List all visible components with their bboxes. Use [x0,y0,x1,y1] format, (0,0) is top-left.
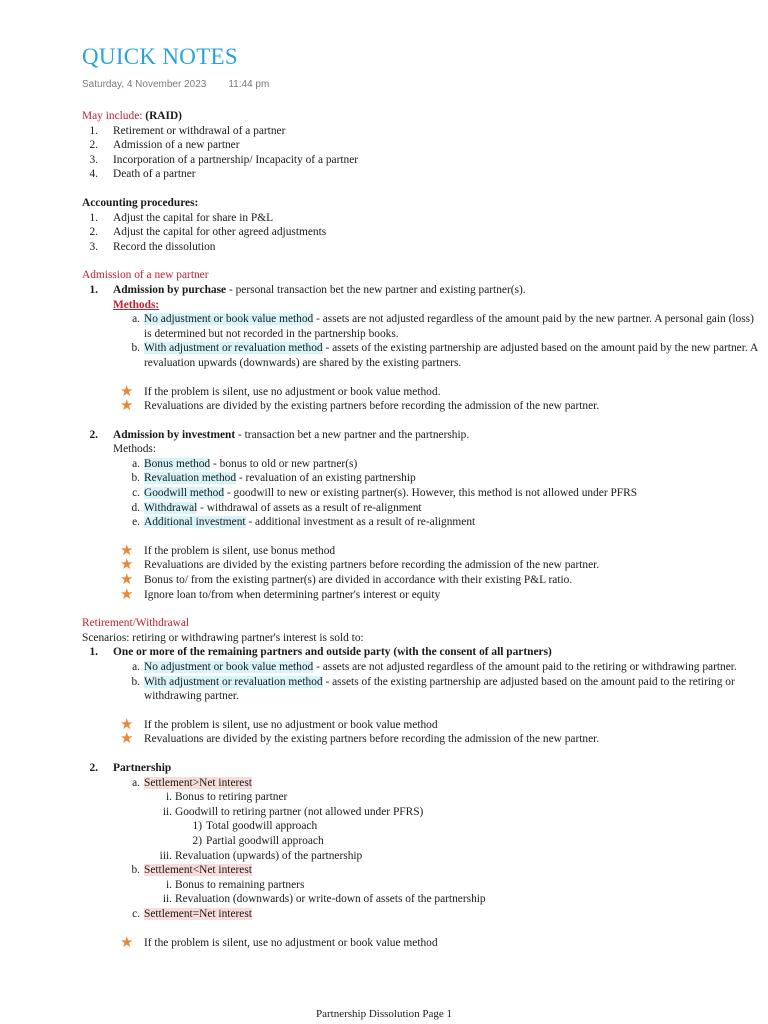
note-item: ★ If the problem is silent, use bonus method [120,540,336,559]
note-item: ★ Revaluations are divided by the existing partners before recording the admission of the new partner. [120,729,600,748]
star-icon: ★ [120,396,134,415]
admission-heading: Admission of a new partner [82,269,209,282]
method-item: a. No adjustment or book value method - assets are not adjusted regardless of the amount paid to the retiring or withdrawing partner. [132,661,737,673]
method-item: c. Goodwill method - goodwill to new or existing partner(s). However, this method is not allowed under PFRS [132,487,638,500]
note-timestamp [82,79,269,90]
method-item: e. Additional investment - additional investment as a result of re-alignment [132,516,476,529]
list-item: 4. Death of a partner [89,168,196,181]
method-item: b. With adjustment or revaluation method - assets of the existing partnership are adjusted based on the amount paid by the new partner. A revaluation upwards (downwards) are shared by the existing partners. [131,342,758,369]
star-icon: ★ [120,584,134,603]
may-include-heading: May include: (RAID) [82,110,182,122]
methods-label: Methods: [113,298,160,311]
methods-label: Methods: [113,443,157,456]
note-time: 11:44 pm [228,79,270,90]
list-item: 1. Adjust the capital for share in P&L [89,211,274,224]
page-title: QUICK NOTES [82,44,238,69]
method-item: a. Bonus method - bonus to old or new partner(s) [132,457,358,470]
list-item: iii. Revaluation (upwards) of the partnership [159,849,363,862]
retirement-section-2: 2. Partnership [89,761,172,774]
admission-purchase: 1. Admission by purchase - personal transaction bet the new partner and existing partner(s). [89,283,526,296]
list-item: 3. Record the dissolution [89,240,216,253]
note-item: ★ If the problem is silent, use no adjustment or book value method [120,932,438,951]
list-item: 1. Retirement or withdrawal of a partner [89,124,286,137]
list-item: 2) Partial goodwill approach [192,834,324,847]
star-icon: ★ [120,540,134,559]
admission-investment: 2. Admission by investment - transaction bet a new partner and the partnership. [89,428,470,441]
star-icon: ★ [120,555,134,574]
note-item: ★ If the problem is silent, use no adjustment or book value method [120,714,438,733]
scenario-text: Scenarios: retiring or withdrawing partner's interest is sold to: [82,631,364,644]
note-item: ★ If the problem is silent, use no adjustment or book value method. [120,381,441,400]
note-item: ★ Ignore loan to/from when determining partner's interest or equity [120,584,441,603]
list-item: 1) Total goodwill approach [192,820,318,833]
list-item: ii. Goodwill to retiring partner (not allowed under PFRS) [162,805,424,818]
list-item: i. Bonus to retiring partner [165,791,288,804]
star-icon: ★ [120,714,134,733]
star-icon: ★ [120,729,134,748]
note-item: ★ Bonus to/ from the existing partner(s) are divided in accordance with their existing P&L ratio. [120,570,573,589]
settlement-item: c. Settlement=Net interest [132,907,252,920]
list-item: 2. Admission of a new partner [89,139,240,152]
retirement-section-1: 1. One or more of the remaining partners and outside party (with the consent of all partners) [89,646,552,659]
method-item: b. Revaluation method - revaluation of an existing partnership [131,472,416,485]
method-item: b. With adjustment or revaluation method - assets of the existing partnership are adjusted based on the amount paid to the retiring or withdrawing partner. [131,675,735,703]
list-item: 2. Adjust the capital for other agreed adjustments [89,226,327,239]
note-item: ★ Revaluations are divided by the existing partners before recording the admission of the new partner. [120,555,600,574]
method-item: d. Withdrawal - withdrawal of assets as a result of re-alignment [131,501,422,514]
note-body [82,109,762,950]
page-footer: Partnership Dissolution Page 1 [316,1008,452,1020]
list-item: 3. Incorporation of a partnership/ Incapacity of a partner [89,153,359,166]
list-item: ii. Revaluation (downwards) or write-down of assets of the partnership [162,893,486,906]
method-item: a. No adjustment or book value method - assets are not adjusted regardless of the amount paid by the new partner. A personal gain (loss) is determined but not recorded in the partnership books. [132,313,754,340]
settlement-item: b. Settlement<Net interest [131,864,252,877]
note-date: Saturday, 4 November 2023 [82,79,207,90]
list-item: i. Bonus to remaining partners [165,878,305,891]
settlement-item: a. Settlement>Net interest [132,776,252,789]
accounting-heading: Accounting procedures: [82,196,199,209]
star-icon: ★ [120,570,134,589]
note-item: ★ Revaluations are divided by the existing partners before recording the admission of the new partner. [120,396,600,415]
star-icon: ★ [120,932,134,951]
retirement-heading: Retirement/Withdrawal [82,617,190,630]
star-icon: ★ [120,381,134,400]
